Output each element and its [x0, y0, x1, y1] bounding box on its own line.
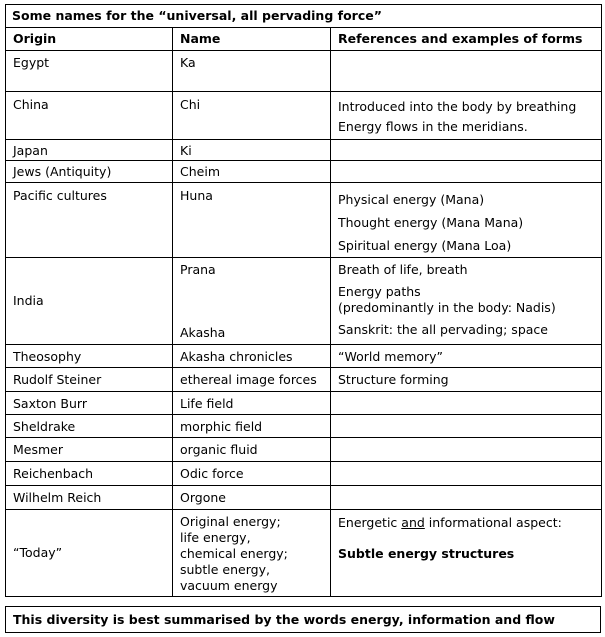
- reference-text: Energetic: [338, 515, 402, 530]
- force-names-table: [5, 4, 602, 597]
- origin-cell: Mesmer: [6, 438, 173, 462]
- header-name: Name: [173, 28, 331, 51]
- table-row: [6, 51, 602, 92]
- header-references: References and examples of forms: [331, 28, 602, 51]
- references-cell: [331, 51, 602, 92]
- references-cell: [331, 392, 602, 415]
- table-row: [6, 486, 602, 510]
- name-cell: [173, 258, 331, 345]
- table-row: [6, 183, 602, 258]
- table-row: [6, 392, 602, 415]
- name-cell: Life field: [173, 392, 331, 415]
- table-title-row: [6, 5, 602, 28]
- references-cell: [331, 438, 602, 462]
- references-cell: [331, 486, 602, 510]
- name-line: vacuum energy: [180, 578, 278, 593]
- name-cell: ethereal image forces: [173, 368, 331, 392]
- table-row: [6, 415, 602, 438]
- reference-line: Energy flows in the meridians.: [338, 119, 528, 134]
- references-cell: [331, 161, 602, 183]
- origin-cell: Saxton Burr: [6, 392, 173, 415]
- reference-line: [338, 515, 594, 531]
- header-row: [6, 28, 602, 51]
- table-row: [6, 438, 602, 462]
- origin-cell: Reichenbach: [6, 462, 173, 486]
- origin-cell: Pacific cultures: [6, 183, 173, 258]
- references-cell: [331, 510, 602, 597]
- table-row: [6, 510, 602, 597]
- reference-line: Sanskrit: the all pervading; space: [338, 322, 548, 337]
- references-cell: [331, 258, 602, 345]
- references-cell: [331, 183, 602, 258]
- reference-text: informational aspect:: [424, 515, 562, 530]
- name-cell: Ki: [173, 140, 331, 161]
- name-cell: Chi: [173, 92, 331, 140]
- table-row: [6, 345, 602, 368]
- origin-cell: Theosophy: [6, 345, 173, 368]
- reference-line: Thought energy (Mana Mana): [338, 215, 524, 230]
- references-cell: [331, 462, 602, 486]
- origin-cell: Egypt: [6, 51, 173, 92]
- reference-line: Spiritual energy (Mana Loa): [338, 238, 512, 253]
- name-cell: Ka: [173, 51, 331, 92]
- name-line: Akasha: [180, 325, 226, 340]
- name-cell: Akasha chronicles: [173, 345, 331, 368]
- reference-line: (predominantly in the body: Nadis): [338, 300, 556, 315]
- reference-line: Breath of life, breath: [338, 262, 468, 277]
- table-row: [6, 161, 602, 183]
- references-cell: [331, 140, 602, 161]
- table-row: [6, 92, 602, 140]
- references-cell: Structure forming: [331, 368, 602, 392]
- origin-cell: India: [6, 258, 173, 345]
- name-cell: Cheim: [173, 161, 331, 183]
- name-line: subtle energy,: [180, 562, 270, 577]
- table-row: [6, 462, 602, 486]
- header-origin: Origin: [6, 28, 173, 51]
- table-row: [6, 258, 602, 345]
- origin-cell: Wilhelm Reich: [6, 486, 173, 510]
- name-line: life energy,: [180, 530, 251, 545]
- reference-line: Physical energy (Mana): [338, 192, 485, 207]
- reference-line: Introduced into the body by breathing: [338, 99, 577, 114]
- table-title: Some names for the “universal, all pervading force”: [6, 5, 602, 28]
- origin-cell: Rudolf Steiner: [6, 368, 173, 392]
- table-row: [6, 368, 602, 392]
- name-cell: [173, 510, 331, 597]
- references-cell: “World memory”: [331, 345, 602, 368]
- origin-cell: China: [6, 92, 173, 140]
- reference-underlined-text: and: [401, 515, 425, 530]
- reference-bold-line: Subtle energy structures: [338, 546, 515, 561]
- references-cell: [331, 92, 602, 140]
- table-row: [6, 140, 602, 161]
- name-cell: Huna: [173, 183, 331, 258]
- references-cell: [331, 415, 602, 438]
- name-line: chemical energy;: [180, 546, 288, 561]
- origin-cell: Japan: [6, 140, 173, 161]
- origin-cell: Sheldrake: [6, 415, 173, 438]
- name-cell: organic fluid: [173, 438, 331, 462]
- reference-line: Energy paths: [338, 284, 421, 299]
- name-line: Original energy;: [180, 514, 281, 529]
- origin-cell: “Today”: [6, 510, 173, 597]
- summary-footer: This diversity is best summarised by the words energy, information and flow: [5, 606, 601, 633]
- name-cell: Orgone: [173, 486, 331, 510]
- name-cell: morphic field: [173, 415, 331, 438]
- origin-cell: Jews (Antiquity): [6, 161, 173, 183]
- name-cell: Odic force: [173, 462, 331, 486]
- name-line: Prana: [180, 262, 216, 277]
